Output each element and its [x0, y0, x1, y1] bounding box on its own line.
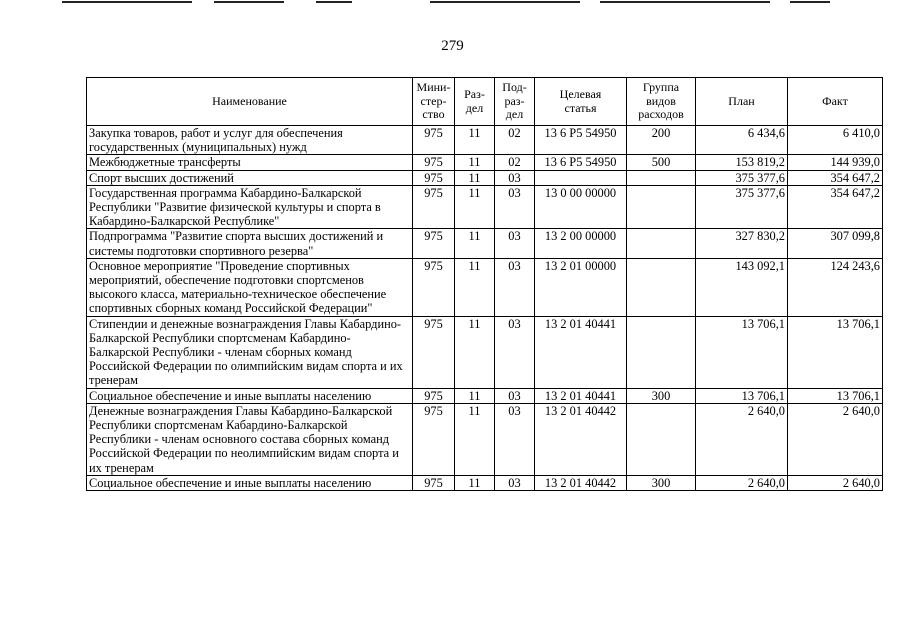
cell-section: 11: [455, 475, 495, 490]
header-section: Раз- дел: [455, 78, 495, 126]
page-number: 279: [441, 38, 464, 54]
cell-name: Подпрограмма "Развитие спорта высших достижений и системы подготовки спортивного резерва": [87, 229, 413, 258]
cell-section: 11: [455, 170, 495, 185]
cell-plan: 375 377,6: [696, 185, 788, 229]
table-row: [87, 258, 883, 316]
cell-fact: 144 939,0: [788, 155, 883, 170]
cell-subsection: 02: [495, 126, 535, 155]
cell-plan: 143 092,1: [696, 258, 788, 316]
cell-section: 11: [455, 403, 495, 475]
cell-plan: 6 434,6: [696, 126, 788, 155]
cell-group: [627, 316, 696, 388]
cell-target: 13 2 01 40442: [535, 475, 627, 490]
cell-fact: 354 647,2: [788, 185, 883, 229]
cell-plan: 153 819,2: [696, 155, 788, 170]
cell-group: [627, 258, 696, 316]
header-ministry: Мини- стер- ство: [413, 78, 455, 126]
cell-subsection: 03: [495, 475, 535, 490]
cell-target: 13 6 P5 54950: [535, 126, 627, 155]
cell-plan: 375 377,6: [696, 170, 788, 185]
cell-target: 13 6 P5 54950: [535, 155, 627, 170]
cell-ministry: 975: [413, 126, 455, 155]
cell-plan: 2 640,0: [696, 403, 788, 475]
cell-name: Государственная программа Кабардино-Балкарской Республики "Развитие физической культуры и спорта в Кабардино-Балкарской Республике": [87, 185, 413, 229]
cell-group: [627, 185, 696, 229]
table-row: [87, 170, 883, 185]
header-group: Группа видов расходов: [627, 78, 696, 126]
table-row: [87, 229, 883, 258]
table-row: [87, 155, 883, 170]
cell-name: Межбюджетные трансферты: [87, 155, 413, 170]
cell-ministry: 975: [413, 258, 455, 316]
top-scan-rule: [0, 0, 905, 6]
cell-target: 13 2 01 40441: [535, 388, 627, 403]
cell-group: [627, 403, 696, 475]
cell-subsection: 03: [495, 316, 535, 388]
cell-group: 300: [627, 475, 696, 490]
cell-subsection: 03: [495, 170, 535, 185]
cell-ministry: 975: [413, 316, 455, 388]
cell-section: 11: [455, 258, 495, 316]
table-row: [87, 126, 883, 155]
cell-ministry: 975: [413, 229, 455, 258]
cell-ministry: 975: [413, 403, 455, 475]
cell-subsection: 03: [495, 185, 535, 229]
cell-group: 300: [627, 388, 696, 403]
cell-ministry: 975: [413, 170, 455, 185]
table-row: [87, 403, 883, 475]
table-row: [87, 316, 883, 388]
header-target: Целевая статья: [535, 78, 627, 126]
cell-group: 200: [627, 126, 696, 155]
cell-fact: 124 243,6: [788, 258, 883, 316]
cell-section: 11: [455, 185, 495, 229]
cell-fact: 13 706,1: [788, 388, 883, 403]
cell-name: Закупка товаров, работ и услуг для обеспечения государственных (муниципальных) нужд: [87, 126, 413, 155]
cell-subsection: 02: [495, 155, 535, 170]
cell-target: 13 2 01 00000: [535, 258, 627, 316]
cell-plan: 2 640,0: [696, 475, 788, 490]
cell-plan: 13 706,1: [696, 388, 788, 403]
header-row: [87, 78, 883, 126]
cell-name: Социальное обеспечение и иные выплаты населению: [87, 475, 413, 490]
cell-section: 11: [455, 155, 495, 170]
cell-ministry: 975: [413, 475, 455, 490]
cell-subsection: 03: [495, 258, 535, 316]
cell-section: 11: [455, 388, 495, 403]
cell-name: Социальное обеспечение и иные выплаты населению: [87, 388, 413, 403]
cell-subsection: 03: [495, 229, 535, 258]
cell-fact: 6 410,0: [788, 126, 883, 155]
cell-ministry: 975: [413, 388, 455, 403]
cell-section: 11: [455, 229, 495, 258]
cell-target: [535, 170, 627, 185]
cell-subsection: 03: [495, 403, 535, 475]
cell-group: [627, 229, 696, 258]
cell-subsection: 03: [495, 388, 535, 403]
header-plan: План: [696, 78, 788, 126]
cell-fact: 2 640,0: [788, 403, 883, 475]
cell-fact: 307 099,8: [788, 229, 883, 258]
table-row: [87, 475, 883, 490]
cell-fact: 13 706,1: [788, 316, 883, 388]
cell-section: 11: [455, 316, 495, 388]
cell-fact: 354 647,2: [788, 170, 883, 185]
cell-ministry: 975: [413, 155, 455, 170]
header-fact: Факт: [788, 78, 883, 126]
table-row: [87, 185, 883, 229]
cell-section: 11: [455, 126, 495, 155]
table-row: [87, 388, 883, 403]
cell-name: Основное мероприятие "Проведение спортивных мероприятий, обеспечение подготовки спортсменов высокого класса, материально-техническое обеспечение спортивных сборных команд Российской Федерации": [87, 258, 413, 316]
cell-target: 13 2 01 40442: [535, 403, 627, 475]
cell-plan: 327 830,2: [696, 229, 788, 258]
cell-name: Стипендии и денежные вознаграждения Главы Кабардино-Балкарской Республики спортсменам Кабардино-Балкарской Республики - членам сборных команд Российской Федерации по олимпийским видам спорта и их тренерам: [87, 316, 413, 388]
cell-ministry: 975: [413, 185, 455, 229]
cell-target: 13 2 00 00000: [535, 229, 627, 258]
header-name: Наименование: [87, 78, 413, 126]
cell-target: 13 0 00 00000: [535, 185, 627, 229]
cell-group: [627, 170, 696, 185]
cell-fact: 2 640,0: [788, 475, 883, 490]
budget-table: [86, 77, 883, 491]
cell-name: Денежные вознаграждения Главы Кабардино-Балкарской Республики спортсменам Кабардино-Балкарской Республики - членам основного состава сборных команд Российской Федерации по неолимпийским видам спорта и их тренерам: [87, 403, 413, 475]
cell-plan: 13 706,1: [696, 316, 788, 388]
cell-group: 500: [627, 155, 696, 170]
header-subsection: Под- раз- дел: [495, 78, 535, 126]
cell-target: 13 2 01 40441: [535, 316, 627, 388]
cell-name: Спорт высших достижений: [87, 170, 413, 185]
